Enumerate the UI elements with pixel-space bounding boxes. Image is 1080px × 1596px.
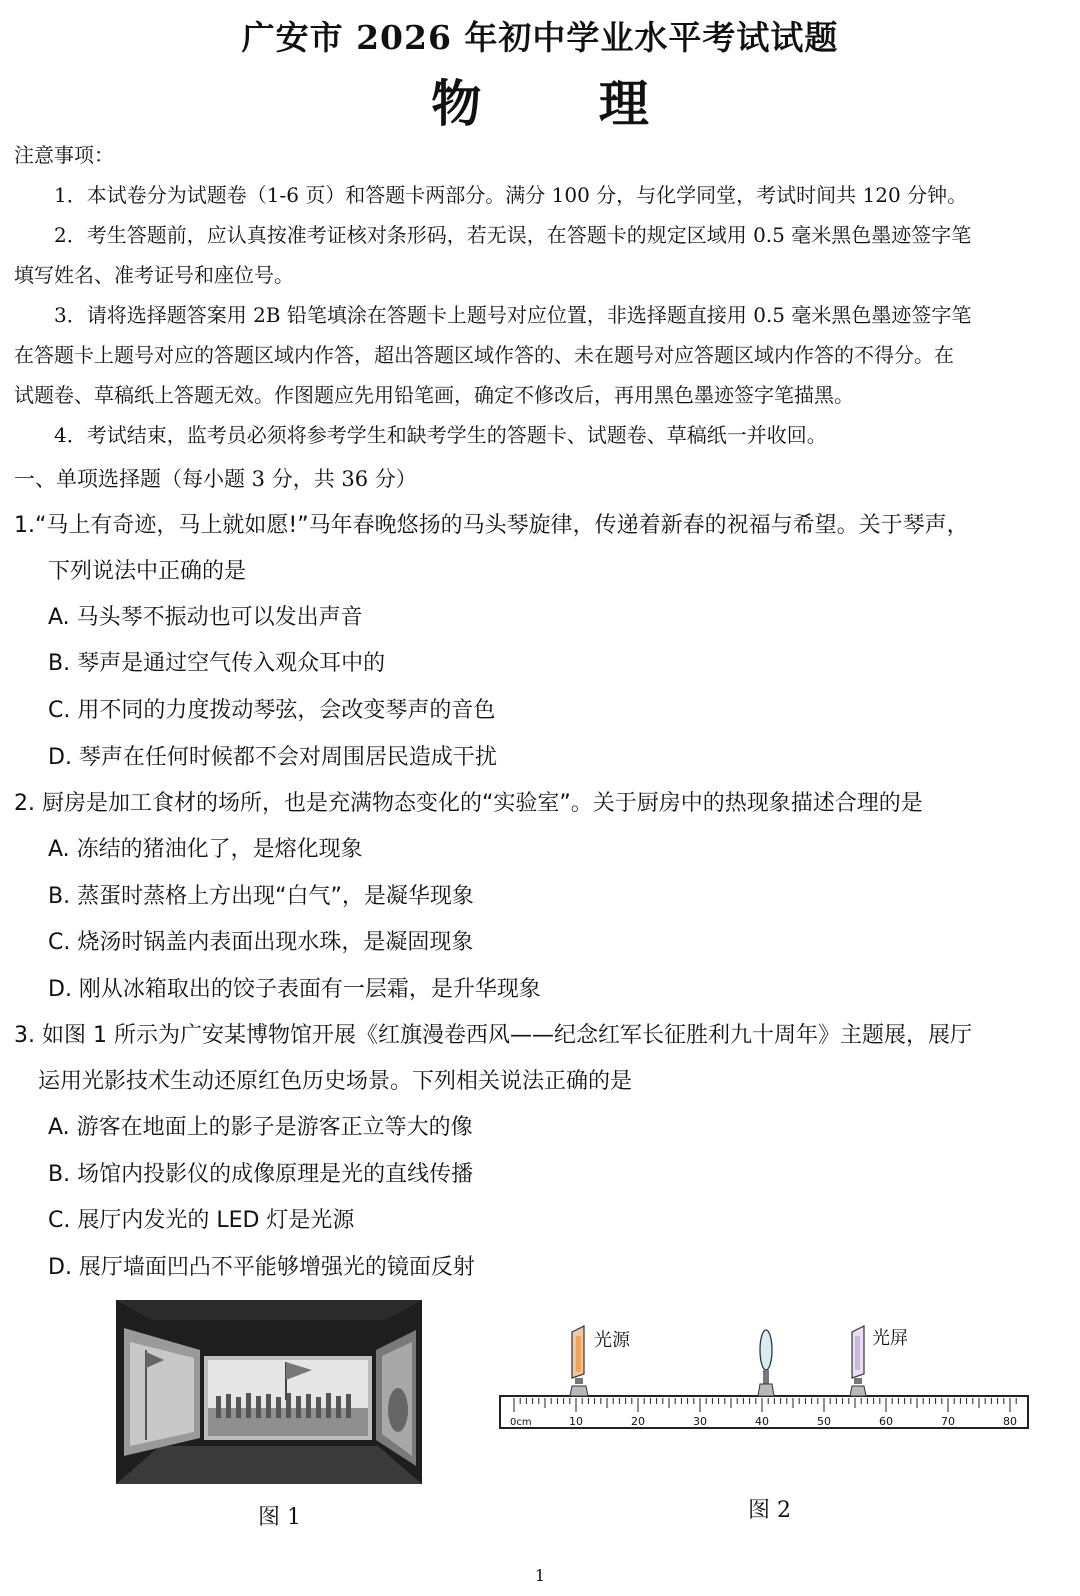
- ruler-tick-label: 80: [1003, 1415, 1017, 1428]
- q1-option-c: C. 用不同的力度拨动琴弦，会改变琴声的音色: [48, 698, 496, 723]
- ruler-tick-label: 60: [879, 1415, 893, 1428]
- notes-heading: 注意事项：: [14, 143, 114, 167]
- q1-option-a: A. 马头琴不振动也可以发出声音: [48, 605, 363, 630]
- q3-option-c: C. 展厅内发光的 LED 灯是光源: [48, 1208, 355, 1233]
- q2-option-a: A. 冻结的猪油化了，是熔化现象: [48, 837, 363, 862]
- ruler-tick-label: 20: [631, 1415, 645, 1428]
- ruler-tick-label: 70: [941, 1415, 955, 1428]
- figure-1-exhibition-photo: [116, 1300, 422, 1484]
- q2-option-d: D. 刚从冰箱取出的饺子表面有一层霜，是升华现象: [48, 977, 541, 1002]
- q2-option-b: B. 蒸蛋时蒸格上方出现“白气”，是凝华现象: [48, 884, 474, 909]
- note-2-line-2: 填写姓名、准考证号和座位号。: [14, 263, 294, 287]
- subject-title: 物 理: [431, 74, 699, 133]
- q2-option-c: C. 烧汤时锅盖内表面出现水珠，是凝固现象: [48, 930, 474, 955]
- light-screen: [850, 1326, 908, 1396]
- light-source: [570, 1326, 631, 1396]
- ruler: [500, 1396, 1028, 1428]
- q3-option-d: D. 展厅墙面凹凸不平能够增强光的镜面反射: [48, 1255, 475, 1280]
- q3-stem-line-2: 运用光影技术生动还原红色历史场景。下列相关说法正确的是: [38, 1069, 633, 1094]
- ruler-tick-label: 50: [817, 1415, 831, 1428]
- note-1: 1．本试卷分为试题卷（1-6 页）和答题卡两部分。满分 100 分，与化学同堂，考试时间共 120 分钟。: [54, 183, 968, 207]
- note-4: 4．考试结束，监考员必须将参考学生和缺考学生的答题卡、试题卷、草稿纸一并收回。: [54, 423, 827, 447]
- note-3-line-1: 3．请将选择题答案用 2B 铅笔填涂在答题卡上题号对应位置，非选择题直接用 0.5 毫米黑色墨迹签字笔: [54, 303, 972, 327]
- figure-1-caption: 图 1: [258, 1505, 301, 1530]
- figure-2-optical-bench: [496, 1316, 1034, 1440]
- q1-stem-line-1: 1.“马上有奇迹，马上就如愿!”马年春晚悠扬的马头琴旋律，传递着新春的祝福与希望。关于琴声，: [14, 513, 969, 538]
- figure-2-caption: 图 2: [748, 1498, 791, 1523]
- q3-stem-line-1: 3. 如图 1 所示为广安某博物馆开展《红旗漫卷西风——纪念红军长征胜利九十周年》主题展，展厅: [14, 1023, 972, 1048]
- light-screen-label: 光屏: [872, 1328, 908, 1349]
- note-2-line-1: 2．考生答题前，应认真按准考证核对条形码，若无误，在答题卡的规定区域用 0.5 毫米黑色墨迹签字笔: [54, 223, 972, 247]
- q3-option-b: B. 场馆内投影仪的成像原理是光的直线传播: [48, 1162, 474, 1187]
- ruler-tick-label: 40: [755, 1415, 769, 1428]
- light-source-label: 光源: [594, 1330, 630, 1351]
- page-number: 1: [534, 1566, 546, 1585]
- ruler-tick-label: 10: [569, 1415, 583, 1428]
- q3-option-a: A. 游客在地面上的影子是游客正立等大的像: [48, 1115, 473, 1140]
- q1-stem-line-2: 下列说法中正确的是: [48, 559, 247, 584]
- q1-option-d: D. 琴声在任何时候都不会对周围居民造成干扰: [48, 745, 497, 770]
- q2-stem: 2. 厨房是加工食材的场所，也是充满物态变化的“实验室”。关于厨房中的热现象描述合理的是: [14, 791, 923, 816]
- note-3-line-3: 试题卷、草稿纸上答题无效。作图题应先用铅笔画，确定不修改后，再用黑色墨迹签字笔描黑。: [14, 383, 854, 407]
- exam-title: 广安市 2026 年初中学业水平考试试题: [241, 18, 839, 57]
- note-3-line-2: 在答题卡上题号对应的答题区域内作答，超出答题区域作答的、未在题号对应答题区域内作答的不得分。在: [14, 343, 954, 367]
- q1-option-b: B. 琴声是通过空气传入观众耳中的: [48, 651, 386, 676]
- ruler-tick-label: 30: [693, 1415, 707, 1428]
- convex-lens: [758, 1330, 774, 1396]
- section-heading: 一、单项选择题（每小题 3 分，共 36 分）: [14, 467, 417, 491]
- ruler-unit-label: 0cm: [510, 1417, 532, 1428]
